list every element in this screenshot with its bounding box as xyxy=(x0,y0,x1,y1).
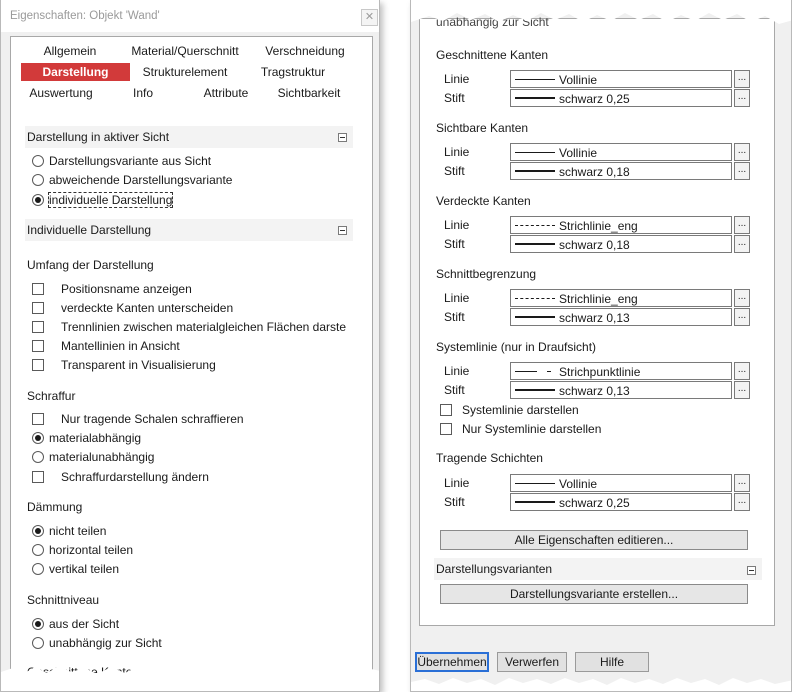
tab-strukturelement[interactable]: Strukturelement xyxy=(142,65,228,79)
pen-key: Stift xyxy=(444,91,465,105)
torn-edge-top xyxy=(411,0,791,30)
line-sample xyxy=(515,152,555,153)
edit-all-properties-button[interactable]: Alle Eigenschaften editieren... xyxy=(440,530,748,550)
tab-info[interactable]: Info xyxy=(132,86,153,100)
close-icon[interactable]: ✕ xyxy=(361,9,378,26)
pen-key: Stift xyxy=(444,495,465,509)
ellipsis-button[interactable]: ... xyxy=(734,89,750,107)
create-variant-button[interactable]: Darstellungsvariante erstellen... xyxy=(440,584,748,604)
line-key: Linie xyxy=(444,145,470,159)
line-sample xyxy=(515,298,555,299)
radio-icon[interactable] xyxy=(32,563,44,575)
group-title-sichtbare-kanten: Sichtbare Kanten xyxy=(436,121,529,135)
group-title-systemlinie: Systemlinie (nur in Draufsicht) xyxy=(436,340,597,354)
pen-field[interactable]: schwarz 0,13 xyxy=(510,381,732,399)
pen-field[interactable]: schwarz 0,25 xyxy=(510,493,732,511)
tab-allgemein[interactable]: Allgemein xyxy=(43,44,97,58)
properties-window-left xyxy=(0,0,380,692)
checkbox-icon[interactable] xyxy=(32,302,44,314)
tab-material-querschnitt[interactable]: Material/Querschnitt xyxy=(131,44,239,58)
radio-icon[interactable] xyxy=(32,544,44,556)
window-titlebar xyxy=(1,0,379,32)
radio-selected-icon[interactable] xyxy=(32,618,44,630)
section-header-individual xyxy=(25,219,353,241)
section-header-active-view xyxy=(25,126,353,148)
tab-darstellung[interactable]: Darstellung xyxy=(21,63,130,81)
discard-button[interactable]: Verwerfen xyxy=(497,652,567,672)
ellipsis-button[interactable]: ... xyxy=(734,381,750,399)
line-sample xyxy=(515,483,555,484)
pen-field[interactable]: schwarz 0,25 xyxy=(510,89,732,107)
tab-auswertung[interactable]: Auswertung xyxy=(29,86,93,100)
apply-button[interactable]: Übernehmen xyxy=(415,652,489,672)
line-key: Linie xyxy=(444,72,470,86)
help-button[interactable]: Hilfe xyxy=(575,652,649,672)
tab-verschneidung[interactable]: Verschneidung xyxy=(265,44,345,58)
radio-selected-icon[interactable] xyxy=(32,525,44,537)
group-title-schnittbegrenzung: Schnittbegrenzung xyxy=(436,267,537,281)
line-sample xyxy=(515,371,537,372)
section-title: Darstellungsvarianten xyxy=(436,562,553,576)
tab-attribute[interactable]: Attribute xyxy=(203,86,249,100)
line-sample xyxy=(515,225,555,226)
checkbox-icon[interactable] xyxy=(32,321,44,333)
collapse-icon[interactable] xyxy=(338,133,347,142)
pen-key: Stift xyxy=(444,310,465,324)
pen-sample xyxy=(515,316,555,318)
pen-sample xyxy=(515,97,555,99)
pen-key: Stift xyxy=(444,237,465,251)
ellipsis-button[interactable]: ... xyxy=(734,474,750,492)
properties-window-right xyxy=(410,0,792,692)
collapse-icon[interactable] xyxy=(338,226,347,235)
radio-icon[interactable] xyxy=(32,637,44,649)
line-key: Linie xyxy=(444,218,470,232)
section-title: Darstellung in aktiver Sicht xyxy=(27,130,170,144)
pen-sample xyxy=(515,501,555,503)
checkbox-icon[interactable] xyxy=(440,404,452,416)
line-key: Linie xyxy=(444,476,470,490)
group-title-verdeckte-kanten: Verdeckte Kanten xyxy=(436,194,531,208)
pen-field[interactable]: schwarz 0,13 xyxy=(510,308,732,326)
checkbox-icon[interactable] xyxy=(440,423,452,435)
tab-tragstruktur[interactable]: Tragstruktur xyxy=(260,65,326,79)
section-title: Individuelle Darstellung xyxy=(27,223,152,237)
pen-key: Stift xyxy=(444,164,465,178)
ellipsis-button[interactable]: ... xyxy=(734,289,750,307)
line-key: Linie xyxy=(444,364,470,378)
torn-edge-bottom xyxy=(411,676,791,692)
group-label-insulation: Dämmung xyxy=(27,500,83,514)
group-title-tragende-schichten: Tragende Schichten xyxy=(436,451,543,465)
radio-icon[interactable] xyxy=(32,451,44,463)
ellipsis-button[interactable]: ... xyxy=(734,308,750,326)
line-field[interactable]: Strichlinie_eng xyxy=(510,289,732,307)
radio-selected-icon[interactable] xyxy=(32,432,44,444)
pen-sample xyxy=(515,389,555,391)
section-header-variants xyxy=(434,558,762,580)
checkbox-icon[interactable] xyxy=(32,283,44,295)
ellipsis-button[interactable]: ... xyxy=(734,162,750,180)
line-sample-dot xyxy=(547,371,551,372)
ellipsis-button[interactable]: ... xyxy=(734,362,750,380)
tab-sichtbarkeit[interactable]: Sichtbarkeit xyxy=(277,86,341,100)
checkbox-icon[interactable] xyxy=(32,340,44,352)
line-field[interactable]: Vollinie xyxy=(510,143,732,161)
right-panel: unabhängig zur Sicht Geschnittene Kanten Linie Vollinie ... Stift schwarz 0,25 ... Sichtbare Kanten Linie Vollinie ... Stift schwarz 0,18 ... Verdeckte Kanten Linie Strichlinie_eng ... Stift schwarz 0,18 ... Schnittbegrenzung Linie Strichlinie_eng ... Stift schwarz 0,13 ... Systemlinie (nur in Draufsicht) Linie Strichpunktlinie ... Stift schwarz 0,13 ... Systemlinie darstellen Nur Systemlinie darstellen Tragende Schichten Linie Vollinie ... Stift schwarz 0,25 ... Alle Eigenschaften editieren... Darstellungsvarianten Darstellungsvariante erstellen... xyxy=(419,18,775,626)
line-field[interactable]: Vollinie xyxy=(510,474,732,492)
line-sample xyxy=(515,79,555,80)
checkbox-icon[interactable] xyxy=(32,471,44,483)
line-field[interactable]: Strichpunktlinie xyxy=(510,362,732,380)
radio-selected-icon[interactable] xyxy=(32,194,44,206)
checkbox-icon[interactable] xyxy=(32,413,44,425)
pen-key: Stift xyxy=(444,383,465,397)
torn-edge-bottom xyxy=(1,662,379,692)
ellipsis-button[interactable]: ... xyxy=(734,493,750,511)
line-field[interactable]: Strichlinie_eng xyxy=(510,216,732,234)
pen-sample xyxy=(515,170,555,172)
ellipsis-button[interactable]: ... xyxy=(734,235,750,253)
pen-field[interactable]: schwarz 0,18 xyxy=(510,235,732,253)
radio-icon[interactable] xyxy=(32,155,44,167)
window-title: Eigenschaften: Objekt 'Wand' xyxy=(10,10,160,22)
left-panel: Allgemein Material/Querschnitt Verschneidung Darstellung Strukturelement Tragstruktur Auswertung Info Attribute Sichtbarkeit Darstellung in aktiver Sicht Darstellungsvariante aus Sicht abweichende Darstellungsvariante individuelle Darstellung Individuelle Darstellung Umfang der Darstellung Positionsname anzeigen verdeckte Kanten unterscheiden Trennlinien zwischen materialgleichen Flächen darste Mantellinien in Ansicht Transparent in Visualisierung Schraffur Nur tragende Schalen schraffieren materialabhängig materialunabhängig Schraffurdarstellung ändern Dämmung nicht teilen horizontal teilen vertikal teilen Schnittniveau aus der Sicht unabhängig zur Sicht xyxy=(10,36,373,692)
pen-sample xyxy=(515,243,555,245)
checkbox-icon[interactable] xyxy=(32,359,44,371)
line-field[interactable]: Vollinie xyxy=(510,70,732,88)
group-label-hatch: Schraffur xyxy=(27,389,76,403)
line-key: Linie xyxy=(444,291,470,305)
ellipsis-button[interactable]: ... xyxy=(734,216,750,234)
group-label-scope: Umfang der Darstellung xyxy=(27,258,154,272)
group-label-cut-level: Schnittniveau xyxy=(27,593,100,607)
group-title-geschnittene-kanten: Geschnittene Kanten xyxy=(436,48,549,62)
pen-field[interactable]: schwarz 0,18 xyxy=(510,162,732,180)
radio-icon[interactable] xyxy=(32,174,44,186)
ellipsis-button[interactable]: ... xyxy=(734,143,750,161)
ellipsis-button[interactable]: ... xyxy=(734,70,750,88)
cut-off-label: unabhängig zur Sicht xyxy=(436,15,549,29)
collapse-icon[interactable] xyxy=(747,566,756,575)
